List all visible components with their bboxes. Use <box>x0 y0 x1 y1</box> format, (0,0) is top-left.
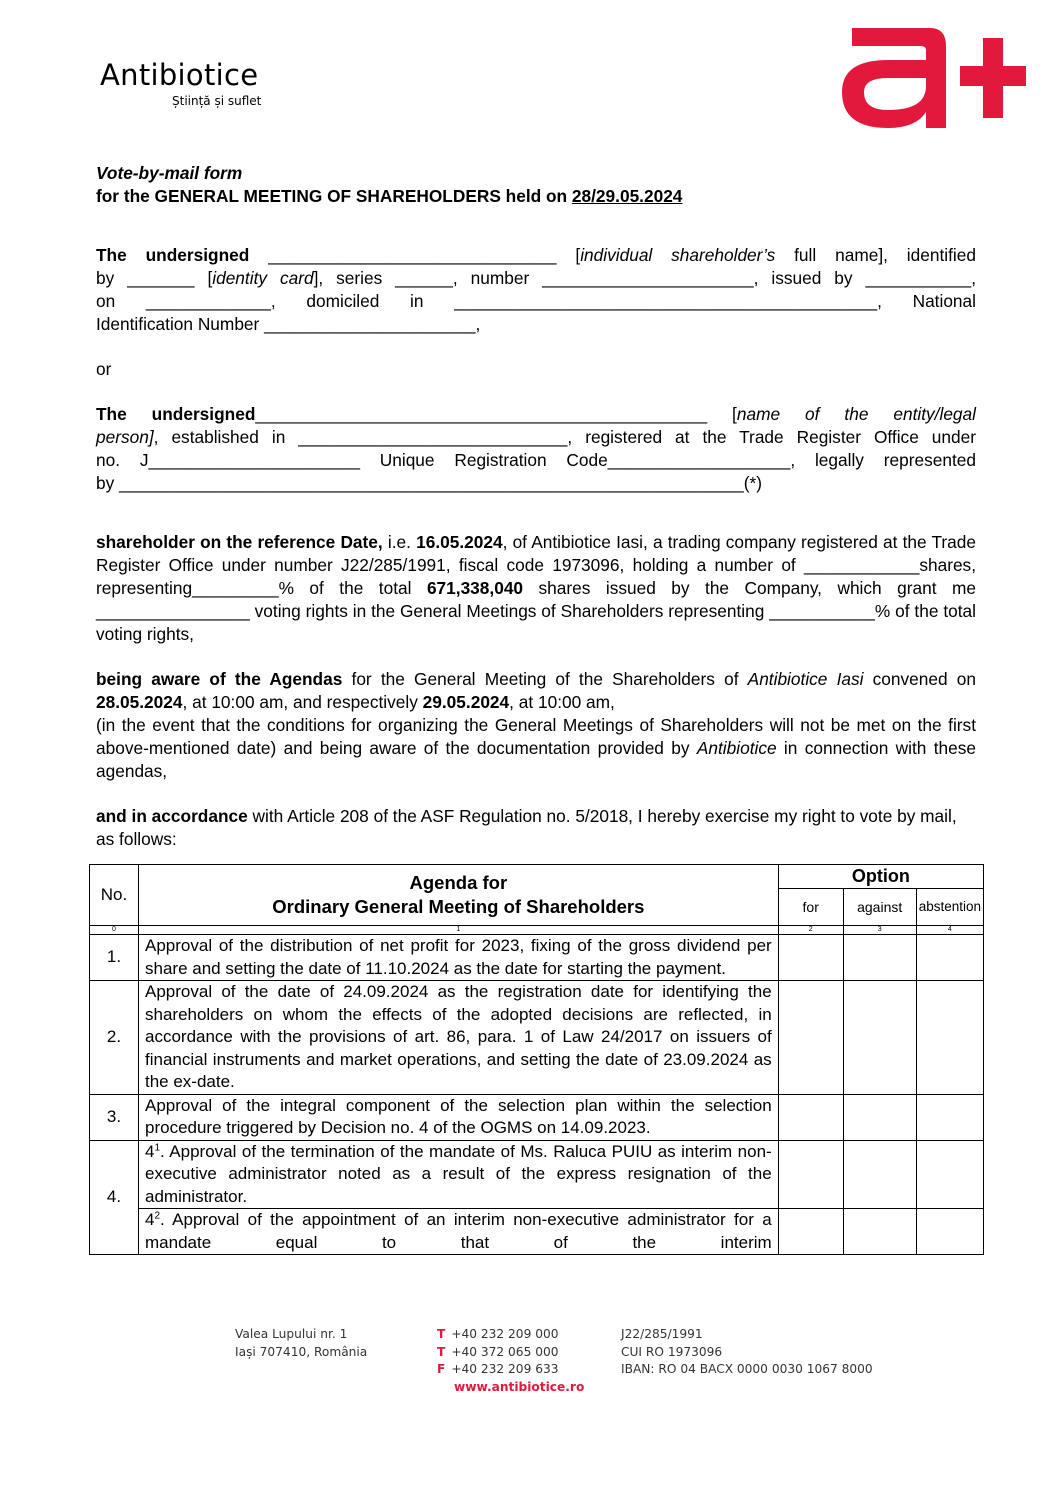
header-against: against <box>843 889 916 926</box>
item-number: 1. <box>90 935 139 981</box>
form-body <box>96 162 976 851</box>
individual-shareholder-section: The undersigned ______________________________ [individual shareholder’s full name], identified by _______ [identity card], series ______, number ______________________, issued by ___________, on _____________, domiciled in ____________________________________________, National Identification Number ______________________, <box>96 245 976 334</box>
agenda-table <box>89 864 984 1255</box>
legal-entity-section: The undersigned_______________________________________________ [name of the entity/legal person], established in ____________________________, registered at the Trade Register Office under no. J______________________ Unique Registration Code___________________, legally represented by _________________________________________________________________(*) <box>96 404 976 493</box>
header-agenda: Agenda for Ordinary General Meeting of Shareholders <box>139 865 779 926</box>
vote-abstention-cell[interactable] <box>916 981 983 1095</box>
header-abstention: abstention <box>916 889 983 926</box>
header-for: for <box>778 889 843 926</box>
footer-contact: T +40 232 209 000 T +40 372 065 000 F +40 232 209 633 www.antibiotice.ro <box>437 1327 585 1394</box>
item-number: 2. <box>90 981 139 1095</box>
item-text: $4^1$. Approval of the termination of the mandate of Ms. Raluca PUIU as interim non-executive administrator noted as a result of the express resignation of the administrator. <box>139 1140 779 1209</box>
vote-abstention-cell[interactable] <box>916 1094 983 1140</box>
vote-against-cell[interactable] <box>843 1209 916 1255</box>
vote-against-cell[interactable] <box>843 981 916 1095</box>
vote-for-cell[interactable] <box>778 1094 843 1140</box>
vote-for-cell[interactable] <box>778 981 843 1095</box>
vote-against-cell[interactable] <box>843 935 916 981</box>
vote-abstention-cell[interactable] <box>916 935 983 981</box>
footer-registration: J22/285/1991 CUI RO 1973096 IBAN: RO 04 BACX 0000 0030 1067 8000 <box>621 1327 873 1376</box>
company-tagline: Știință și suflet <box>172 94 262 108</box>
form-title: Vote-by-mail form <box>96 163 243 183</box>
form-subtitle: for the GENERAL MEETING OF SHAREHOLDERS held on 28/29.05.2024 <box>96 186 683 206</box>
item-text: Approval of the distribution of net profit for 2023, fixing of the gross dividend per share and setting the date of 11.10.2024 as the date for starting the payment. <box>139 935 779 981</box>
agenda-awareness-cont: (in the event that the conditions for organizing the General Meetings of Shareholders will not be met on the first above-mentioned date) and being aware of the documentation provided by Antibiotice in connection with these agendas, <box>96 715 976 781</box>
agenda-item-row <box>90 1140 984 1209</box>
accordance-statement: and in accordance with Article 208 of the ASF Regulation no. 5/2018, I hereby exercise my right to vote by mail, as follows: <box>96 806 957 849</box>
column-index-row: 0 1 2 3 4 <box>90 926 984 935</box>
agenda-item-row <box>90 1094 984 1140</box>
agenda-item-row <box>90 981 984 1095</box>
vote-abstention-cell[interactable] <box>916 1140 983 1209</box>
agenda-item-row <box>90 935 984 981</box>
item-number: 4. <box>90 1140 139 1255</box>
vote-against-cell[interactable] <box>843 1140 916 1209</box>
header-option: Option <box>778 865 983 889</box>
item-number: 3. <box>90 1094 139 1140</box>
agenda-awareness: being aware of the Agendas for the General Meeting of the Shareholders of Antibiotice Iasi convened on 28.05.2024, at 10:00 am, and respectively 29.05.2024, at 10:00 am, <box>96 669 976 712</box>
vote-for-cell[interactable] <box>778 1209 843 1255</box>
vote-against-cell[interactable] <box>843 1094 916 1140</box>
item-text: Approval of the integral component of the selection plan within the selection procedure triggered by Decision no. 4 of the OGMS on 14.09.2023. <box>139 1094 779 1140</box>
shareholder-declaration: shareholder on the reference Date, i.e. 16.05.2024, of Antibiotice Iasi, a trading company registered at the Trade Register Office under number J22/285/1991, fiscal code 1973096, holding a number of ____________shares, representing_________% of the total 671,338,040 shares issued by the Company, which grant me ________________ voting rights in the General Meetings of Shareholders representing ___________% of the total voting rights, <box>96 532 976 644</box>
company-logo-text: Antibiotice <box>100 58 259 92</box>
brand-a-plus-logo-icon <box>842 26 1026 130</box>
vote-abstention-cell[interactable] <box>916 1209 983 1255</box>
vote-for-cell[interactable] <box>778 935 843 981</box>
item-text: $4^2$. Approval of the appointment of an interim non-executive administrator for a mandate equal to that of the interim <box>139 1209 779 1255</box>
agenda-item-row <box>90 1209 984 1255</box>
item-text: Approval of the date of 24.09.2024 as the registration date for identifying the shareholders on whom the effects of the adopted decisions are reflected, in accordance with the provisions of art. 86, para. 1 of Law 24/2017 on issuers of financial instruments and market operations, and setting the date of 23.09.2024 as the ex-date. <box>139 981 779 1095</box>
meeting-date: 28/29.05.2024 <box>571 186 683 206</box>
vote-for-cell[interactable] <box>778 1140 843 1209</box>
header-no: No. <box>90 865 139 926</box>
website-link[interactable]: www.antibiotice.ro <box>454 1379 585 1394</box>
footer-address: Valea Lupului nr. 1 Iași 707410, România <box>235 1327 368 1359</box>
or-separator: or <box>96 359 112 379</box>
